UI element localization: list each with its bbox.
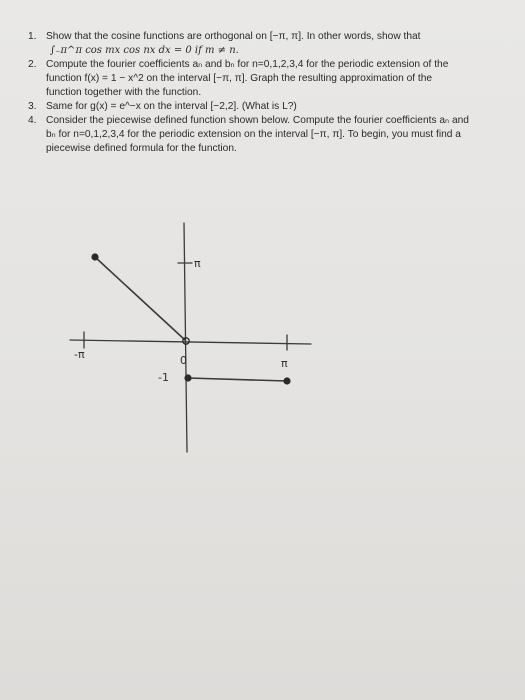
- segment-left: [95, 257, 185, 340]
- problem-number: 2.: [28, 59, 37, 70]
- problem-text: piecewise defined formula for the function.: [46, 143, 237, 154]
- segment-right: [188, 378, 287, 381]
- problem-formula: ∫₋π^π cos mx cos nx dx = 0 if m ≠ n.: [50, 45, 239, 56]
- label-pi-y: π: [194, 257, 201, 270]
- problem-text: function together with the function.: [46, 87, 202, 98]
- endpoint-closed-right: [283, 377, 290, 384]
- problem-number: 3.: [28, 101, 37, 112]
- endpoint-closed-left: [91, 253, 98, 260]
- problem-number: 4.: [28, 115, 37, 126]
- problem-text: Consider the piecewise defined function shown below. Compute the fourier coefficients aₙ and: [46, 115, 469, 126]
- label-pi-x: π: [281, 357, 288, 370]
- label-neg-one: -1: [158, 371, 169, 384]
- problem-text: function f(x) = 1 − x^2 on the interval [−π, π]. Graph the resulting approximation of the: [46, 73, 433, 84]
- endpoint-closed-neg-one: [184, 374, 191, 381]
- problem-number: 1.: [28, 31, 37, 42]
- label-zero: 0: [180, 354, 187, 367]
- problem-text: bₙ for n=0,1,2,3,4 for the periodic extension on the interval [−π, π]. To begin, you must find a: [46, 129, 461, 140]
- problem-text: Show that the cosine functions are orthogonal on [−π, π]. In other words, show that: [46, 31, 421, 42]
- label-neg-pi-x: -π: [74, 348, 85, 361]
- problem-text: Compute the fourier coefficients aₙ and bₙ for n=0,1,2,3,4 for the periodic extension of the: [46, 59, 449, 70]
- problem-text: Same for g(x) = e^−x on the interval [−2,2]. (What is L?): [46, 101, 297, 112]
- x-axis: [70, 340, 311, 344]
